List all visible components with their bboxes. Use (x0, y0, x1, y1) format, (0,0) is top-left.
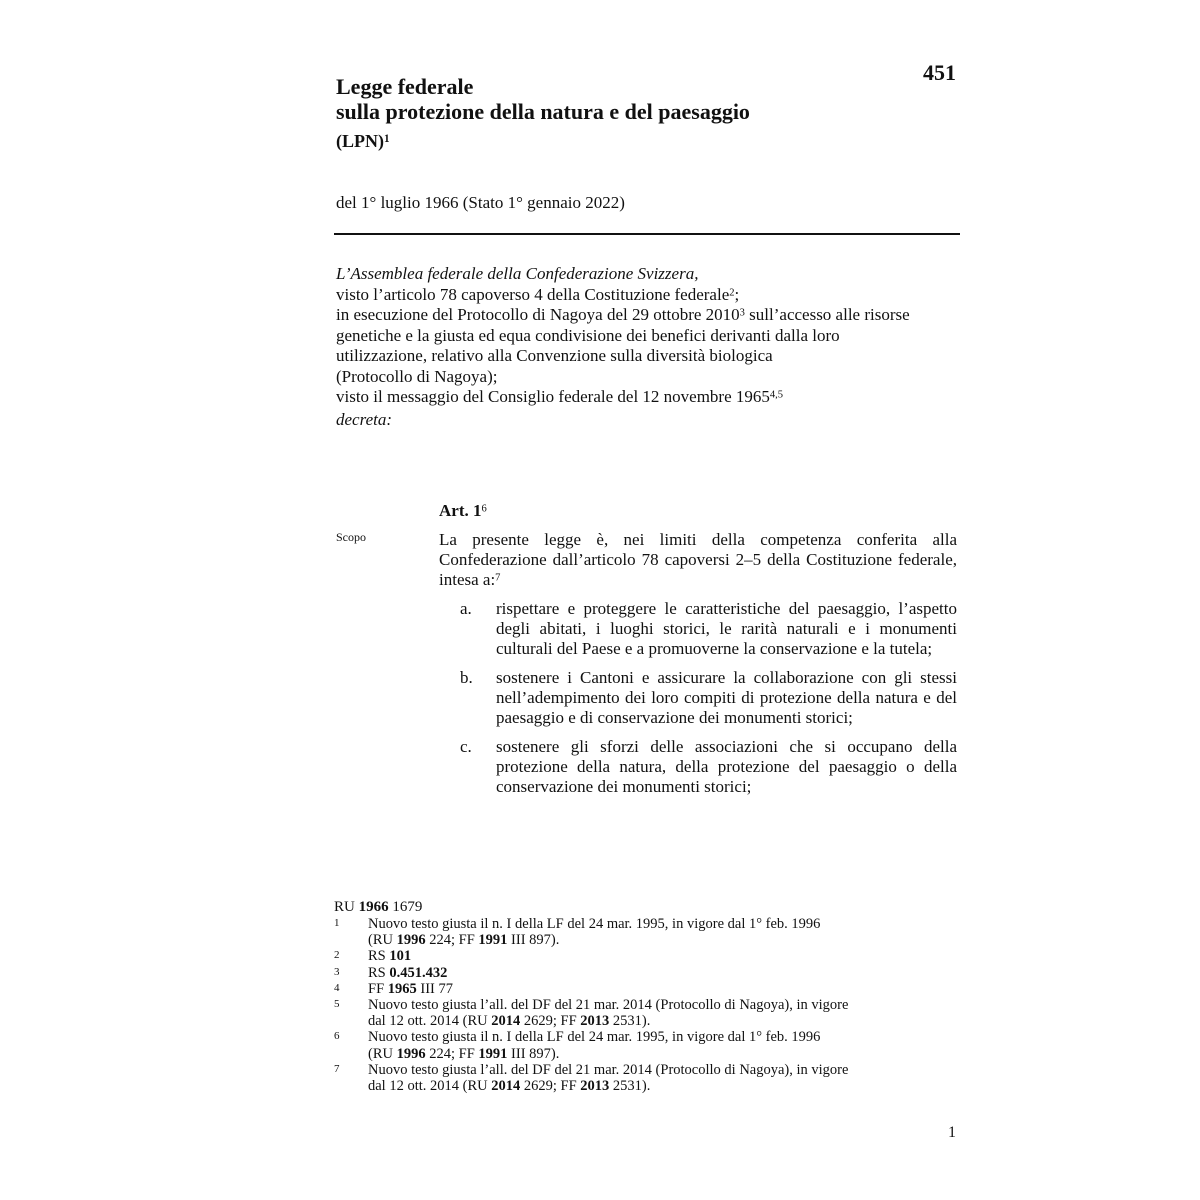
footnote-line: Nuovo testo giusta il n. I della LF del 24 mar. 1995, in vigore dal 1° feb. 1996 (368, 1029, 821, 1046)
footnote-ref-4-5[interactable]: 4,5 (769, 389, 784, 401)
footnote-line: Nuovo testo giusta l’all. del DF del 21 mar. 2014 (Protocollo di Nagoya), in vigore (368, 997, 849, 1014)
footnote-text (368, 997, 934, 1029)
list-item-text: sostenere i Cantoni e assicurare la collaborazione con gli stessi nell’adempimento dei loro compiti di protezione della natura e del paesaggio e di conservazione dei monumenti storici; (496, 668, 957, 727)
article-intro (439, 530, 957, 590)
abbreviation-text: (LPN) (336, 131, 384, 151)
list-item (460, 599, 957, 659)
law-date: del 1° luglio 1966 (Stato 1° gennaio 2022) (336, 193, 625, 212)
preamble-decree: decreta: (336, 409, 393, 429)
preamble-text: in esecuzione del Protocollo di Nagoya del 29 ottobre 2010 (336, 305, 740, 324)
preamble-text: ; (734, 284, 740, 304)
footnote-text (368, 1062, 934, 1094)
preamble-line: (Protocollo di Nagoya); (336, 366, 498, 386)
footnote-line: Nuovo testo giusta il n. I della LF del 24 mar. 1995, in vigore dal 1° feb. 1996 (368, 916, 821, 932)
footnote-fragment: 224; FF (425, 1045, 479, 1062)
title-line-2: sulla protezione della natura e del paesaggio (336, 99, 750, 124)
preamble-line (336, 387, 962, 408)
footnote-fragment: RS (368, 964, 390, 981)
footnote (334, 948, 934, 964)
footnote-text (368, 916, 934, 948)
footnote-fragment: (RU (368, 932, 397, 949)
footnote-fragment: dal 12 ott. 2014 (RU (368, 1013, 492, 1030)
footnote (334, 916, 934, 948)
list-item-letter: a. (460, 599, 472, 618)
footnote-bold: 1996 (396, 932, 426, 949)
footnote (334, 997, 934, 1029)
footnote-bold: 2013 (580, 1013, 610, 1030)
footnote-number: 7 (334, 1062, 340, 1075)
footnote-bold: 1991 (478, 932, 508, 949)
footnote-bold: 2014 (491, 1078, 521, 1095)
footnotes (334, 898, 934, 1094)
law-abbreviation (336, 131, 390, 152)
preamble-text: sull’accesso alle risorse (744, 305, 910, 324)
footnote-ref-6[interactable]: 6 (481, 503, 487, 515)
preamble-line: utilizzazione, relativo alla Convenzione sulla diversità biologica (336, 346, 773, 365)
page-number: 1 (948, 1124, 956, 1141)
footnote-text (368, 965, 934, 981)
footnote-fragment: 2629; FF (520, 1078, 581, 1095)
footnote-number: 6 (334, 1030, 340, 1043)
footnote-fragment: III 77 (416, 980, 454, 997)
footnote-fragment: dal 12 ott. 2014 (RU (368, 1078, 492, 1095)
preamble-line (336, 285, 962, 306)
footnote-fragment: III 897). (507, 932, 560, 949)
list-item-letter: b. (460, 668, 473, 687)
list-item-text: sostenere gli sforzi delle associazioni che si occupano della protezione della natura, della protezione del paesaggio o della conservazione dei monumenti storici; (496, 737, 957, 796)
list-item (460, 668, 957, 728)
footnote-bold: 1991 (478, 1045, 508, 1062)
footnote-fragment: 2531). (609, 1013, 651, 1030)
footnote-number: 4 (334, 981, 340, 994)
ru-prefix: RU (334, 899, 359, 915)
footnote-ref-3[interactable]: 3 (739, 307, 745, 319)
footnote-line: Nuovo testo giusta l’all. del DF del 21 mar. 2014 (Protocollo di Nagoya), in vigore (368, 1061, 849, 1078)
footnote-fragment: 224; FF (425, 932, 479, 949)
footnote-number: 3 (334, 965, 340, 978)
list-item-letter: c. (460, 737, 472, 756)
ru-page: 1679 (388, 899, 423, 915)
footnote-fragment: 2629; FF (520, 1013, 581, 1030)
preamble-line: genetiche e la giusta ed equa condivisione dei benefici derivanti dalla loro (336, 325, 840, 345)
footnote-text (368, 948, 934, 964)
footnote-text (368, 981, 934, 997)
footnote-bold: 0.451.432 (389, 964, 448, 981)
footnote-number: 5 (334, 998, 340, 1011)
footnote (334, 1062, 934, 1094)
footnote (334, 981, 934, 997)
footnote-fragment: III 897). (507, 1045, 560, 1062)
footnote-text (368, 1029, 934, 1061)
article-list (460, 599, 957, 806)
footnote-number: 2 (334, 949, 340, 962)
footnote-bold: 1965 (387, 980, 417, 997)
sr-number: 451 (923, 60, 956, 85)
footnote-bold: 2013 (580, 1078, 610, 1095)
footnote-fragment: FF (368, 980, 388, 997)
footnote-bold: 101 (389, 948, 412, 965)
footnote (334, 1029, 934, 1061)
preamble-text: visto l’articolo 78 capoverso 4 della Costituzione federale (336, 284, 730, 304)
article-intro-text: La presente legge è, nei limiti della competenza conferita alla Confederazione dall’articolo 78 capoversi 2–5 della Costituzione federale, intesa a: (439, 530, 957, 589)
footnote-fragment: RS (368, 948, 390, 965)
list-item-text: rispettare e proteggere le caratteristiche del paesaggio, l’aspetto degli abitati, i luoghi storici, le rarità naturali e i monumenti culturali del Paese e a promuoverne la conservazione e la tutela; (496, 599, 957, 658)
ru-reference (334, 898, 934, 916)
article-margin-label: Scopo (336, 530, 366, 544)
footnote-ref-1[interactable]: 1 (384, 132, 390, 145)
footnote-number: 1 (334, 917, 340, 929)
preamble (336, 264, 962, 430)
footnote-ref-7[interactable]: 7 (495, 572, 501, 584)
document-title (336, 74, 750, 124)
list-item (460, 737, 957, 797)
footnote (334, 965, 934, 981)
footnote-bold: 2014 (491, 1013, 521, 1030)
ru-year: 1966 (358, 899, 389, 915)
article-title-text: Art. 1 (439, 501, 482, 520)
footnote-bold: 1996 (396, 1045, 426, 1062)
article-title (439, 501, 487, 521)
title-line-1: Legge federale (336, 74, 474, 99)
footnote-ref-2[interactable]: 2 (729, 286, 735, 298)
preamble-text: visto il messaggio del Consiglio federale del 12 novembre 1965 (336, 387, 770, 406)
header-divider (334, 233, 960, 235)
footnote-fragment: 2531). (609, 1078, 651, 1095)
preamble-line (336, 305, 962, 326)
footnote-fragment: (RU (368, 1045, 397, 1062)
preamble-authority: L’Assemblea federale della Confederazione Svizzera, (336, 264, 699, 283)
